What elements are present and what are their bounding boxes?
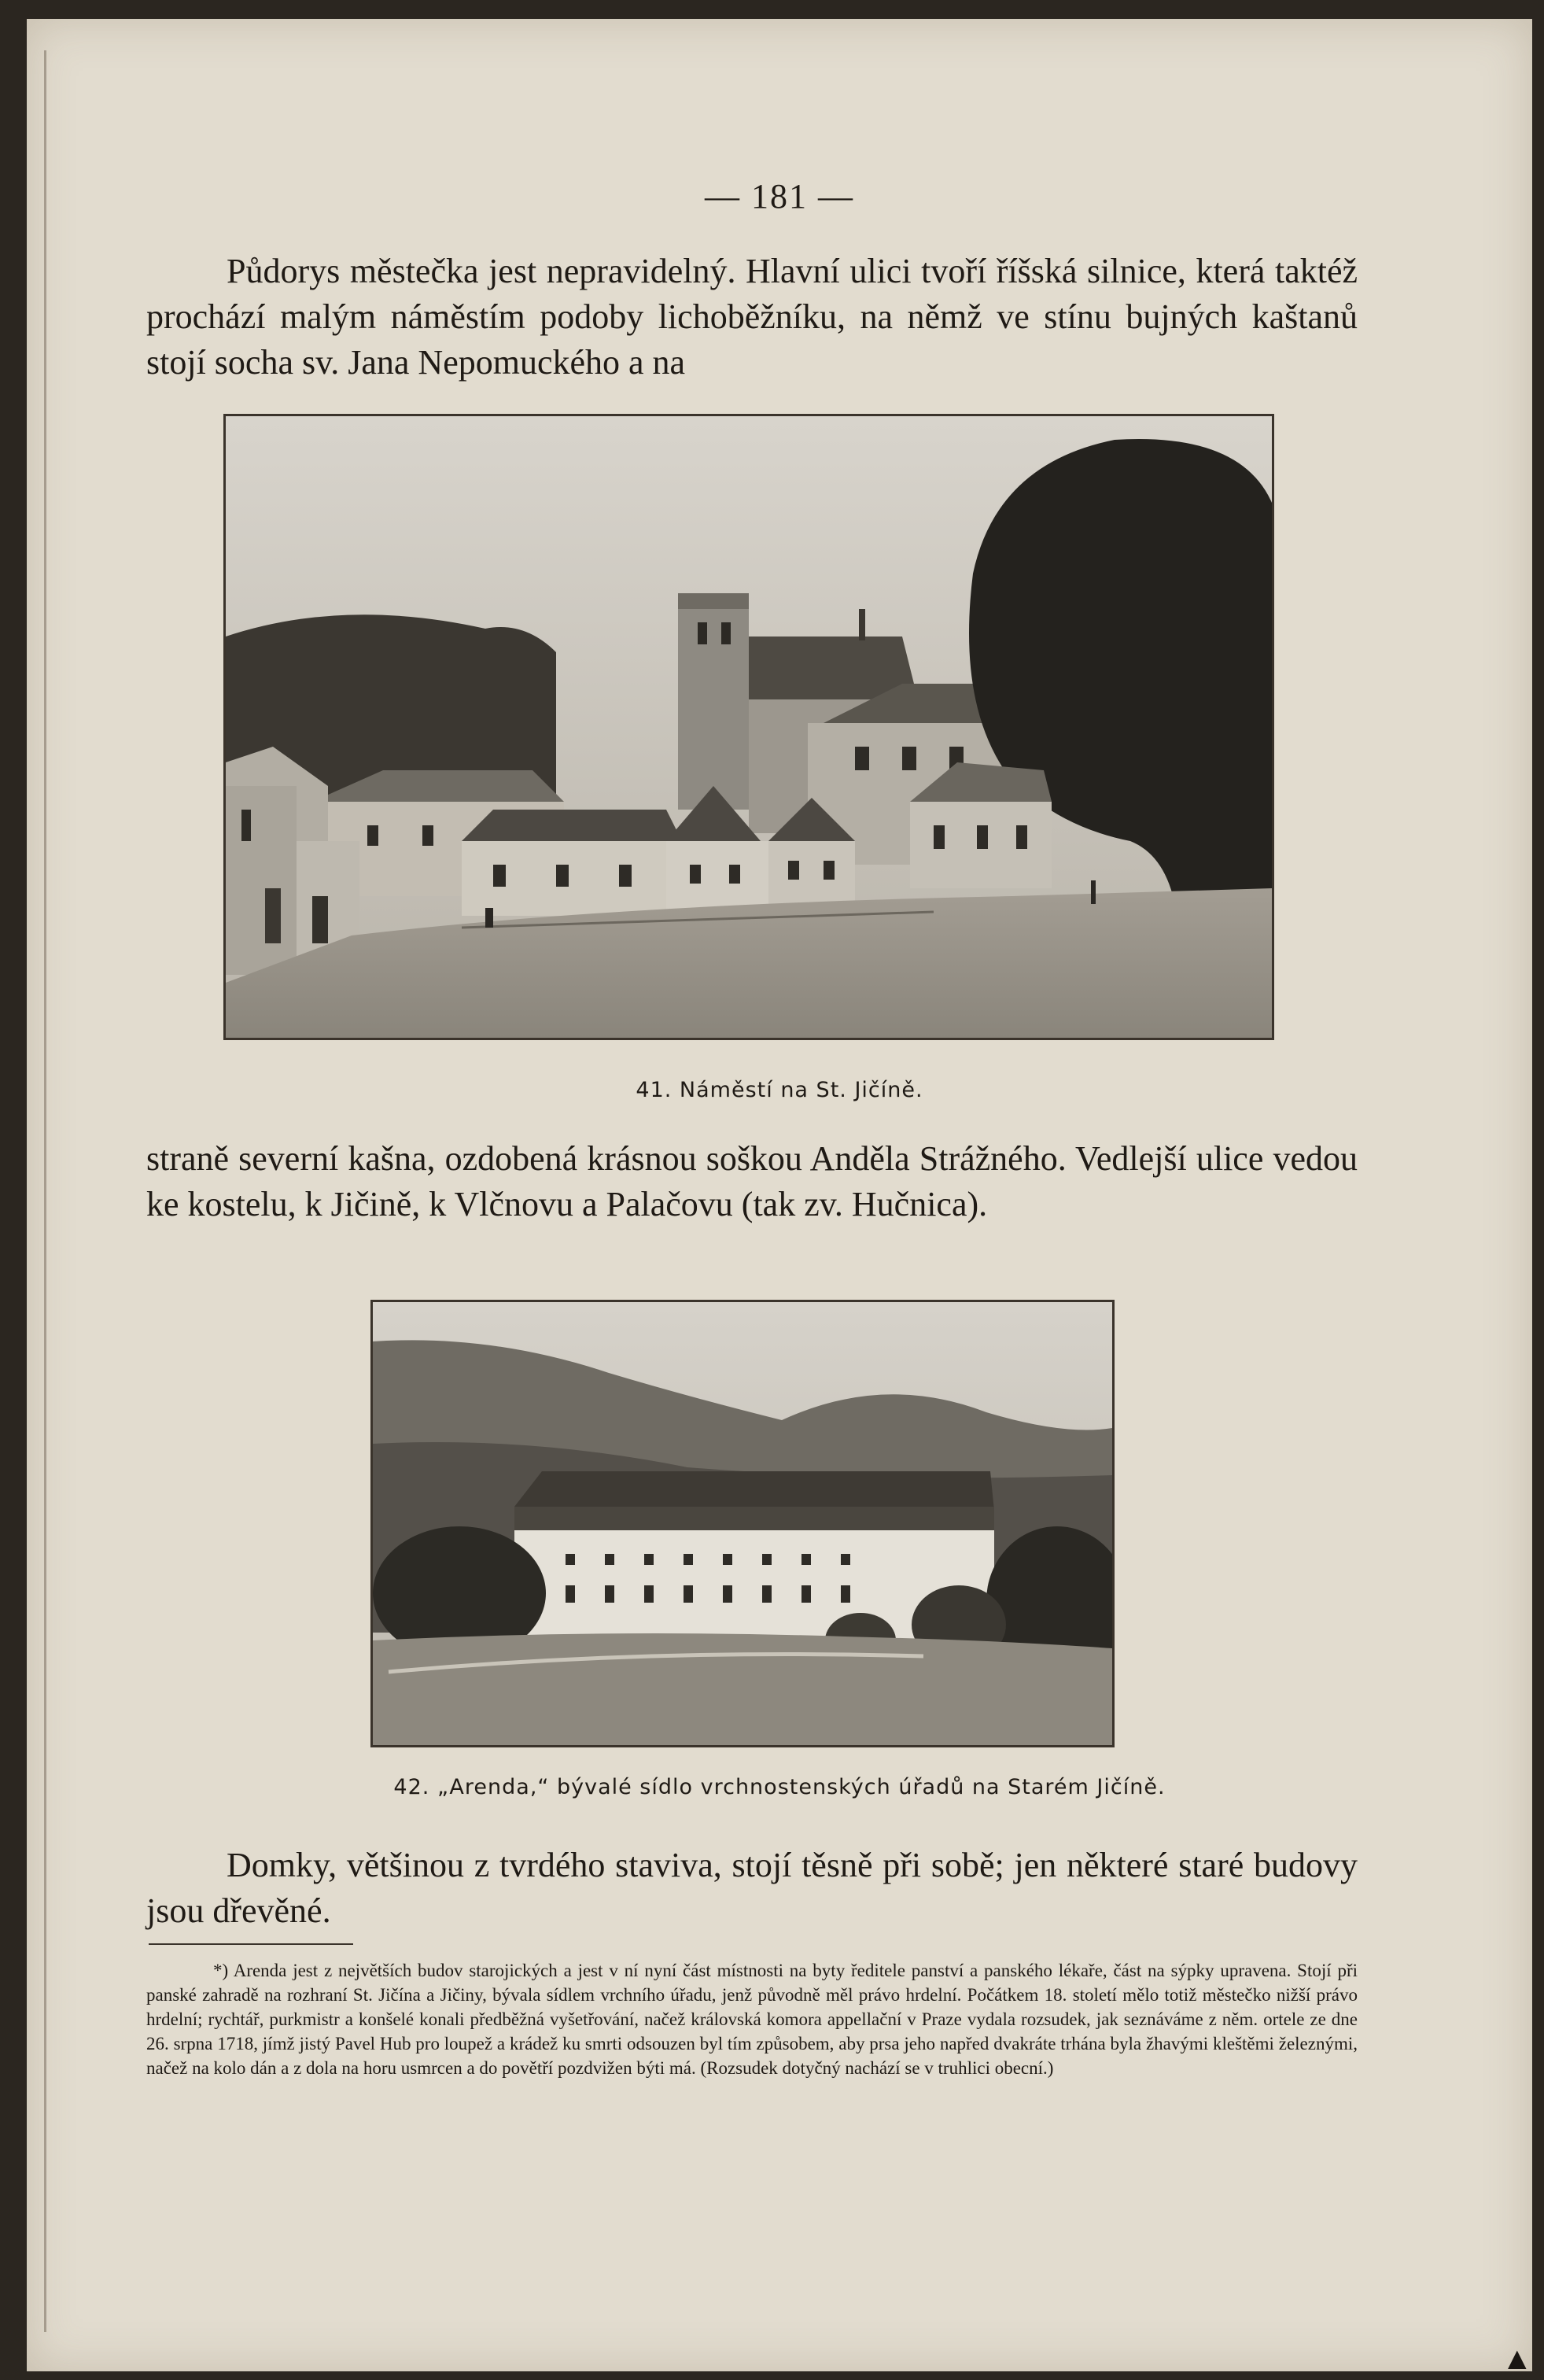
footnote: *) Arenda jest z největších budov starojických a jest v ní nyní část místnosti na byty ředitele panství a panského lékaře, část na sýpky upravena. Stojí při panské zahradě na rozhraní St. Jičína a Jičiny, bývala sídlem vrchního úřadu, jenž původně měl právo hrdelní. Počátkem 18. století mělo totiž městečko nižší právo hrdelní; rychtář, purkmistr a konšelé konali předběžná vyšetřování, načež královská komora appellační v Praze vydala rozsudek, jak seznáváme z něm. ortele ze dne 26. srpna 1718, jímž jistý Pavel Hub pro loupež a krádež ku smrti odsouzen byl tím způsobem, aby prsa jeho napřed dvakráte trhána byla žhavými kleštěmi železnými, načež na kolo dán a z dola na horu usmrcen a do povětří pozdvižen býti má. (Rozsudek dotyčný nachází se v truhlici obecní.) [146,1961,1358,2078]
photo-arenda [370,1300,1115,1747]
figure-41-caption: 41. Náměstí na St. Jičíně. [636,1078,923,1102]
paragraph-2: straně severní kašna, ozdobená krásnou soškou Anděla Strážného. Vedlejší ulice vedou ke kostelu, k Jičině, k Vlčnovu a Palačovu (tak zv. Hučnica). [146,1139,1358,1223]
book-page [27,19,1533,2376]
town-square-photo-illustration [226,416,1272,1038]
page-number: — 181 — [705,177,854,216]
figure-42-caption: 42. „Arenda,“ bývalé sídlo vrchnostenských úřadů na Starém Jičíně. [393,1775,1166,1799]
paragraph-3: Domky, většinou z tvrdého staviva, stojí těsně při sobě; jen některé staré budovy jsou dřevěné. [146,1846,1358,1930]
footnote-separator [149,1943,353,1945]
binding-edge [44,50,46,2332]
arenda-photo-illustration [373,1302,1112,1745]
photo-town-square [223,414,1274,1040]
corner-mark: ▲ [1502,2341,1533,2376]
paragraph-1: Půdorys městečka jest nepravidelný. Hlavní ulici tvoří říšská silnice, která taktéž prochází malým náměstím podoby lichoběžníku, na němž ve stínu bujných kaštanů stojí socha sv. Jana Nepomuckého a na [146,252,1358,382]
